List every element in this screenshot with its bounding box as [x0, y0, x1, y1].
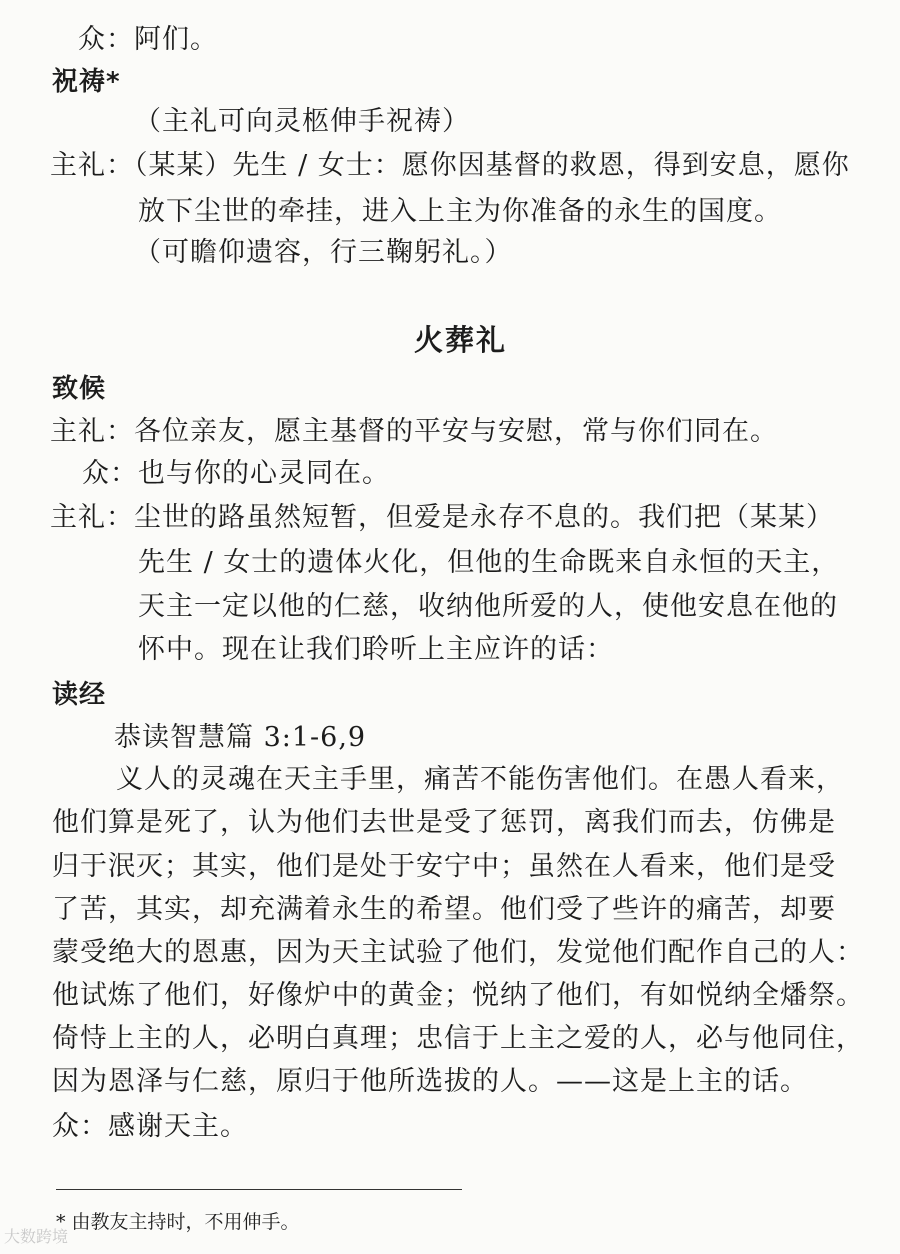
response-greeting: 众：也与你的心灵同在。 [82, 458, 390, 489]
reading-line-8: 因为恩泽与仁慈，原归于他所选拔的人。——这是上主的话。 [52, 1066, 808, 1097]
celebrant-blessing-line-2: 放下尘世的牵挂，进入上主为你准备的永生的国度。 [138, 196, 782, 227]
watermark: 大数跨境 [4, 1227, 69, 1246]
reading-line-3: 归于泯灭；其实，他们是处于安宁中；虽然在人看来，他们是受 [52, 851, 836, 882]
celebrant-address-line-1: 主礼：尘世的路虽然短暂，但爱是永存不息的。我们把（某某） [50, 502, 834, 533]
celebrant-greeting: 主礼：各位亲友，愿主基督的平安与安慰，常与你们同在。 [50, 416, 778, 447]
reading-citation: 恭读智慧篇 3:1-6,9 [114, 722, 367, 753]
reading-line-1: 义人的灵魂在天主手里，痛苦不能伤害他们。在愚人看来， [116, 764, 844, 795]
section-heading-reading: 读经 [52, 680, 107, 710]
footnote: * 由教友主持时，不用伸手。 [56, 1211, 300, 1233]
celebrant-blessing-line-1: 主礼：（某某）先生 / 女士：愿你因基督的救恩，得到安息，愿你 [50, 150, 850, 181]
response-amen: 众：阿们。 [78, 24, 218, 55]
celebrant-address-line-3: 天主一定以他的仁慈，收纳他所爱的人，使他安息在他的 [138, 591, 838, 622]
section-heading-blessing: 祝祷* [52, 67, 121, 97]
reading-line-5: 蒙受绝大的恩惠，因为天主试验了他们，发觉他们配作自己的人： [52, 937, 864, 968]
reading-line-4: 了苦，其实，却充满着永生的希望。他们受了些许的痛苦，却要 [52, 894, 836, 925]
response-thanks: 众：感谢天主。 [52, 1111, 248, 1142]
section-heading-greeting: 致候 [52, 374, 107, 404]
rubric-blessing: （主礼可向灵柩伸手祝祷） [134, 106, 470, 137]
reading-line-6: 他试炼了他们，好像炉中的黄金；悦纳了他们，有如悦纳全燔祭。 [52, 980, 864, 1011]
celebrant-address-line-4: 怀中。现在让我们聆听上主应许的话： [138, 634, 614, 665]
footnote-divider [56, 1189, 462, 1190]
reading-line-2: 他们算是死了，认为他们去世是受了惩罚，离我们而去，仿佛是 [52, 807, 836, 838]
reading-line-7: 倚恃上主的人，必明白真理；忠信于上主之爱的人，必与他同住， [52, 1023, 864, 1054]
rubric-viewing: （可瞻仰遗容，行三鞠躬礼。） [134, 237, 513, 268]
celebrant-address-line-2: 先生 / 女士的遗体火化，但他的生命既来自永恒的天主， [138, 547, 840, 578]
section-title-cremation: 火葬礼 [414, 323, 508, 357]
